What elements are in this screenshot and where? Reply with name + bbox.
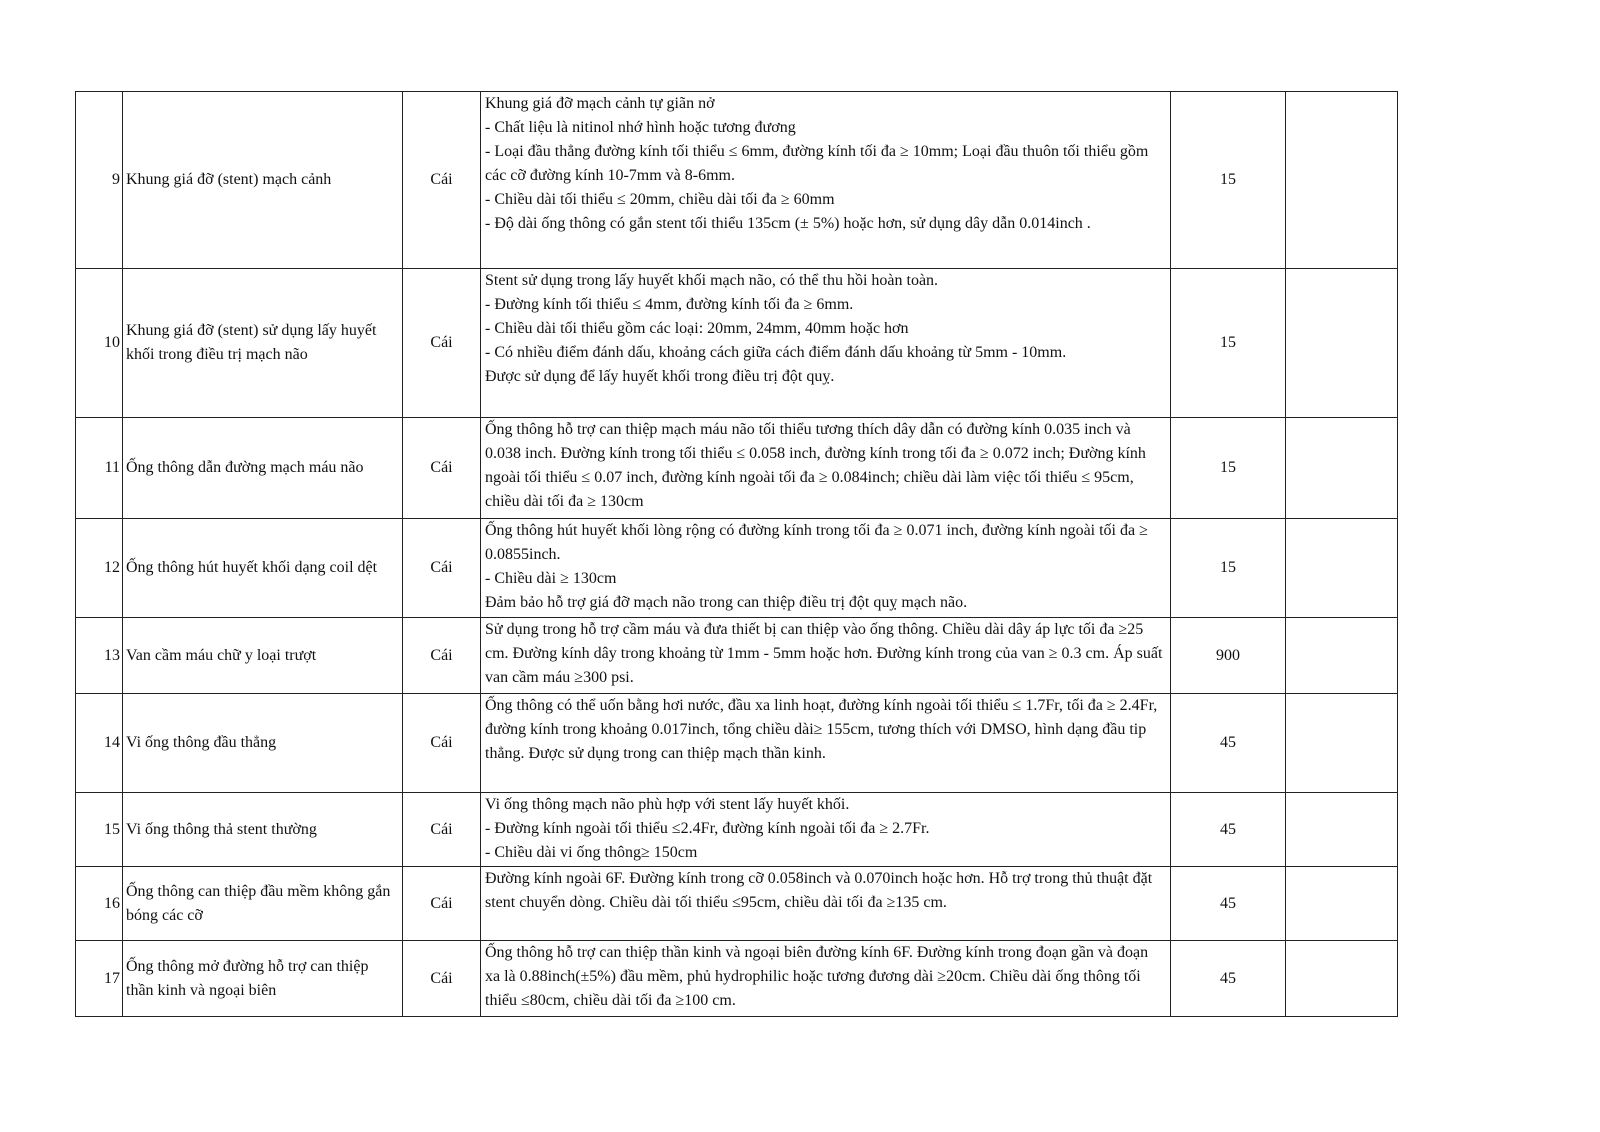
specification-line: Vi ống thông mạch não phù hợp với stent lấy huyết khối. [485,796,850,813]
specification-line: - Đường kính tối thiểu ≤ 4mm, đường kính tối đa ≥ 6mm. [485,296,854,313]
item-specification [481,418,1171,519]
item-name: Ống thông mở đường hỗ trợ can thiệp thần kinh và ngoại biên [123,941,403,1017]
table-row [76,867,1398,941]
specification-line: - Chiều dài ≥ 130cm [485,570,617,587]
item-specification [481,269,1171,418]
item-name: Vi ống thông thả stent thường [123,793,403,867]
table-row [76,269,1398,418]
item-unit: Cái [403,867,481,941]
item-specification [481,694,1171,793]
table-row [76,793,1398,867]
item-name: Ống thông dẫn đường mạch máu não [123,418,403,519]
item-quantity: 15 [1171,519,1286,618]
item-name: Van cầm máu chữ y loại trượt [123,618,403,694]
item-specification [481,92,1171,269]
specification-line: - Chiều dài tối thiểu ≤ 20mm, chiều dài tối đa ≥ 60mm [485,191,835,208]
item-name: Ống thông can thiệp đầu mềm không gắn bóng các cỡ [123,867,403,941]
item-number: 15 [76,793,123,867]
specification-line: - Loại đầu thẳng đường kính tối thiểu ≤ 6mm, đường kính tối đa ≥ 10mm; Loại đầu thuôn tối thiểu gồm các cỡ đường kính 10-7mm và 8-6mm. [485,143,1149,184]
item-quantity: 15 [1171,418,1286,519]
table-row [76,618,1398,694]
item-unit: Cái [403,269,481,418]
specification-table [75,91,1398,1017]
empty-cell [1286,269,1398,418]
table-body [76,92,1398,1017]
item-quantity: 45 [1171,793,1286,867]
specification-line: Được sử dụng để lấy huyết khối trong điều trị đột quỵ. [485,368,835,385]
specification-line: Ống thông có thể uốn bằng hơi nước, đầu xa linh hoạt, đường kính ngoài tối thiểu ≤ 1.7Fr, tối đa ≥ 2.4Fr, đường kính trong khoảng 0.017inch, tổng chiều dài≥ 155cm, tương thích với DMSO, hình dạng đầu tip thẳng. Được sử dụng trong can thiệp mạch thần kinh. [485,697,1158,762]
item-specification [481,618,1171,694]
specification-line: - Chiều dài vi ống thông≥ 150cm [485,844,698,861]
empty-cell [1286,519,1398,618]
table-row [76,92,1398,269]
empty-cell [1286,418,1398,519]
item-specification [481,941,1171,1017]
item-unit: Cái [403,519,481,618]
specification-line: Ống thông hỗ trợ can thiệp mạch máu não tối thiểu tương thích dây dẫn có đường kính 0.035 inch và 0.038 inch. Đường kính trong tối thiểu ≤ 0.058 inch, đường kính trong tối đa ≥ 0.072 inch; Đường kính ngoài tối thiểu ≤ 0.07 inch, đường kính ngoài tối đa ≥ 0.084inch; chiều dài làm việc tối thiểu ≤ 95cm, chiều dài tối đa ≥ 130cm [485,421,1146,510]
item-name: Khung giá đỡ (stent) sử dụng lấy huyết khối trong điều trị mạch não [123,269,403,418]
item-unit: Cái [403,418,481,519]
specification-line: Khung giá đỡ mạch cảnh tự giãn nở [485,95,715,112]
item-quantity: 45 [1171,694,1286,793]
item-name: Khung giá đỡ (stent) mạch cảnh [123,92,403,269]
empty-cell [1286,92,1398,269]
empty-cell [1286,867,1398,941]
specification-line: - Đường kính ngoài tối thiểu ≤2.4Fr, đường kính ngoài tối đa ≥ 2.7Fr. [485,820,930,837]
table-row [76,694,1398,793]
specification-line: Đường kính ngoài 6F. Đường kính trong cỡ 0.058inch và 0.070inch hoặc hơn. Hỗ trợ trong thủ thuật đặt stent chuyển dòng. Chiều dài tối thiểu ≤95cm, chiều dài tối đa ≥135 cm. [485,870,1153,911]
table-row [76,519,1398,618]
empty-cell [1286,941,1398,1017]
specification-line: Đảm bảo hỗ trợ giá đỡ mạch não trong can thiệp điều trị đột quỵ mạch não. [485,594,968,611]
empty-cell [1286,618,1398,694]
item-name: Ống thông hút huyết khối dạng coil dệt [123,519,403,618]
item-number: 12 [76,519,123,618]
item-number: 10 [76,269,123,418]
specification-line: - Chiều dài tối thiểu gồm các loại: 20mm, 24mm, 40mm hoặc hơn [485,320,909,337]
item-unit: Cái [403,618,481,694]
specification-line: Ống thông hút huyết khối lòng rộng có đường kính trong tối đa ≥ 0.071 inch, đường kính ngoài tối đa ≥ 0.0855inch. [485,522,1148,563]
table-row [76,418,1398,519]
item-quantity: 45 [1171,867,1286,941]
item-unit: Cái [403,92,481,269]
item-quantity: 45 [1171,941,1286,1017]
item-unit: Cái [403,793,481,867]
table-row [76,941,1398,1017]
item-quantity: 15 [1171,269,1286,418]
specification-line: Sử dụng trong hỗ trợ cầm máu và đưa thiết bị can thiệp vào ống thông. Chiều dài dây áp lực tối đa ≥25 cm. Đường kính dây trong khoảng từ 1mm - 5mm hoặc hơn. Đường kính trong của van ≥ 0.3 cm. Áp suất van cầm máu ≥300 psi. [485,621,1163,686]
item-number: 16 [76,867,123,941]
specification-line: - Có nhiều điểm đánh dấu, khoảng cách giữa cách điểm đánh dấu khoảng từ 5mm - 10mm. [485,344,1067,361]
item-number: 13 [76,618,123,694]
specification-line: Ống thông hỗ trợ can thiệp thần kinh và ngoại biên đường kính 6F. Đường kính trong đoạn gần và đoạn xa là 0.88inch(±5%) đầu mềm, phủ hydrophilic hoặc tương đương dài ≥20cm. Chiều dài ống thông tối thiểu ≤80cm, chiều dài tối đa ≥100 cm. [485,944,1149,1009]
specification-line: - Chất liệu là nitinol nhớ hình hoặc tương đương [485,119,796,136]
item-quantity: 900 [1171,618,1286,694]
item-number: 9 [76,92,123,269]
item-number: 11 [76,418,123,519]
empty-cell [1286,793,1398,867]
item-specification [481,867,1171,941]
specification-line: - Độ dài ống thông có gắn stent tối thiểu 135cm (± 5%) hoặc hơn, sử dụng dây dẫn 0.014inch . [485,215,1091,232]
item-quantity: 15 [1171,92,1286,269]
item-name: Vi ống thông đầu thẳng [123,694,403,793]
empty-cell [1286,694,1398,793]
item-number: 14 [76,694,123,793]
item-specification [481,793,1171,867]
item-unit: Cái [403,941,481,1017]
item-unit: Cái [403,694,481,793]
specification-line: Stent sử dụng trong lấy huyết khối mạch não, có thể thu hồi hoàn toàn. [485,272,939,289]
item-specification [481,519,1171,618]
item-number: 17 [76,941,123,1017]
